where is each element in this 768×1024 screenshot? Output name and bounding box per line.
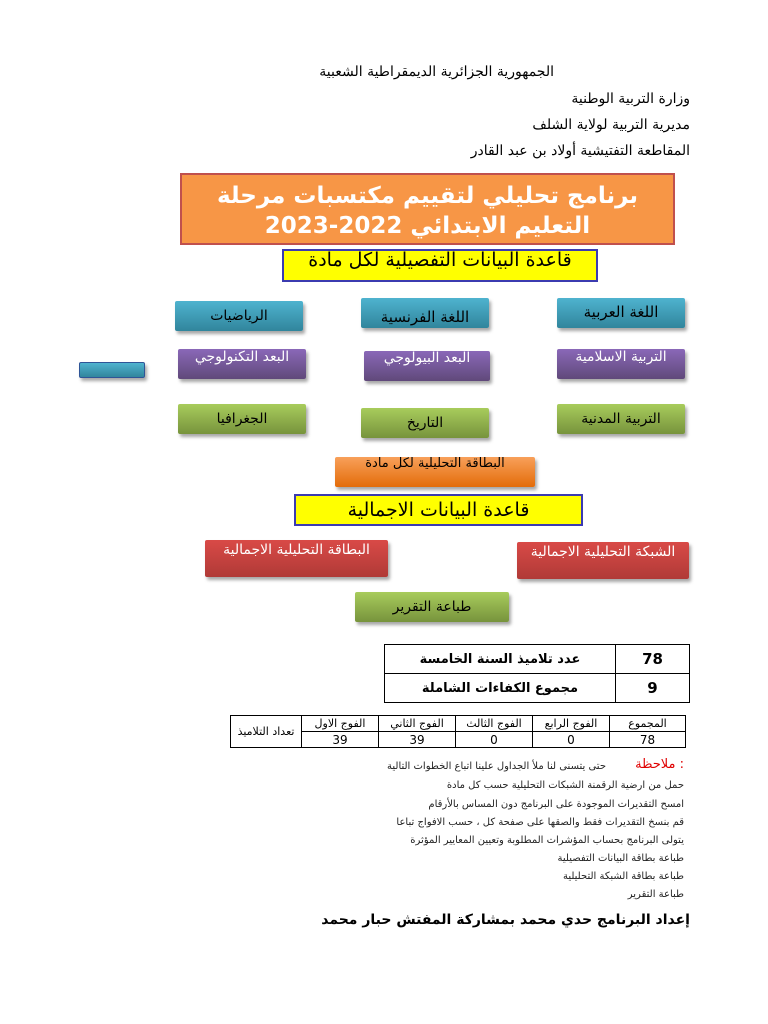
group-header: المجموع bbox=[610, 716, 686, 732]
subject-civic-label: التربية المدنية bbox=[581, 411, 661, 427]
table-row bbox=[385, 645, 690, 674]
groups-table bbox=[230, 715, 686, 748]
subject-math-button[interactable] bbox=[175, 301, 303, 331]
side-blue-button[interactable] bbox=[79, 362, 145, 378]
header-ministry: وزارة التربية الوطنية bbox=[571, 91, 690, 107]
subject-tech-label: البعد التكنولوجي bbox=[194, 349, 290, 365]
detail-database-button[interactable] bbox=[282, 249, 598, 282]
analysis-card-button[interactable] bbox=[335, 457, 535, 487]
header-republic: الجمهورية الجزائرية الديمقراطية الشعبية bbox=[319, 64, 554, 80]
competencies-value: 9 bbox=[616, 674, 690, 703]
detail-database-label: قاعدة البيانات التفصيلية لكل مادة bbox=[308, 249, 572, 271]
subject-arabic-button[interactable] bbox=[557, 298, 685, 328]
group-value: 78 bbox=[610, 732, 686, 748]
subject-geo-button[interactable] bbox=[178, 404, 306, 434]
note-step: يتولى البرنامج بحساب المؤشرات المطلوبة وتعيين المعايير المؤثرة bbox=[410, 835, 684, 846]
global-grid-label: الشبكة التحليلية الاجمالية bbox=[530, 544, 676, 560]
subject-french-button[interactable] bbox=[361, 298, 489, 328]
group-value: 0 bbox=[533, 732, 610, 748]
group-value: 39 bbox=[302, 732, 379, 748]
global-card-button[interactable] bbox=[205, 540, 388, 577]
header-district: المقاطعة التفتيشية أولاد بن عبد القادر bbox=[470, 143, 690, 159]
print-report-label: طباعة التقرير bbox=[392, 599, 472, 615]
subject-bio-label: البعد البيولوجي bbox=[383, 350, 471, 366]
subject-bio-button[interactable] bbox=[364, 351, 490, 381]
global-database-button[interactable] bbox=[294, 494, 583, 526]
students-value: 78 bbox=[616, 645, 690, 674]
note-step: طباعة بطاقة الشبكة التحليلية bbox=[562, 871, 684, 882]
subject-geo-label: الجغرافيا bbox=[216, 411, 268, 427]
note-step: امسح التقديرات الموجودة على البرنامج دون المساس بالأرقام bbox=[428, 799, 684, 810]
notes-title: : ملاحظة bbox=[635, 757, 684, 772]
group-value: 0 bbox=[456, 732, 533, 748]
subject-islamic-button[interactable] bbox=[557, 349, 685, 379]
subject-arabic-label: اللغة العربية bbox=[583, 303, 659, 321]
notes-intro: حتى يتسنى لنا ملأ الجداول علينا اتباع الخطوات التالية bbox=[387, 761, 606, 772]
subject-math-label: الرياضيات bbox=[210, 308, 268, 324]
global-card-label: البطاقة التحليلية الاجمالية bbox=[223, 542, 370, 558]
group-header: الفوج الرابع bbox=[533, 716, 610, 732]
subject-tech-button[interactable] bbox=[178, 349, 306, 379]
print-report-button[interactable] bbox=[355, 592, 509, 622]
note-step: قم بنسخ التقديرات فقط والصقها على صفحة كل ، حسب الافواج تباعا bbox=[396, 817, 684, 828]
subject-history-label: التاريخ bbox=[406, 415, 444, 431]
table-row bbox=[385, 674, 690, 703]
competencies-label: مجموع الكفاءات الشاملة bbox=[385, 674, 616, 703]
table-row bbox=[231, 716, 686, 732]
banner-line-2: التعليم الابتدائي 2022-2023 bbox=[264, 213, 591, 239]
subject-islamic-label: التربية الاسلامية bbox=[575, 349, 667, 365]
group-header: الفوج الثاني bbox=[379, 716, 456, 732]
analysis-card-label: البطاقة التحليلية لكل مادة bbox=[365, 456, 505, 471]
banner-line-1: برنامج تحليلي لتقييم مكتسبات مرحلة bbox=[216, 183, 639, 209]
groups-row-label: تعداد التلاميذ bbox=[231, 716, 302, 748]
group-header: الفوج الاول bbox=[302, 716, 379, 732]
subject-civic-button[interactable] bbox=[557, 404, 685, 434]
program-title-banner bbox=[180, 173, 675, 245]
students-label: عدد تلاميذ السنة الخامسة bbox=[385, 645, 616, 674]
summary-table bbox=[384, 644, 690, 703]
footer-credits: إعداد البرنامج حدي محمد بمشاركة المفتش حبار محمد bbox=[321, 912, 690, 928]
note-step: طباعة بطاقة البيانات التفصيلية bbox=[557, 853, 684, 864]
global-grid-button[interactable] bbox=[517, 542, 689, 579]
note-step: حمل من ارضية الرقمنة الشبكات التحليلية حسب كل مادة bbox=[446, 780, 684, 791]
global-database-label: قاعدة البيانات الاجمالية bbox=[347, 499, 530, 521]
subject-french-label: اللغة الفرنسية bbox=[380, 308, 470, 326]
header-directorate: مديرية التربية لولاية الشلف bbox=[532, 117, 690, 133]
note-step: طباعة التقرير bbox=[627, 889, 684, 900]
group-value: 39 bbox=[379, 732, 456, 748]
group-header: الفوج الثالث bbox=[456, 716, 533, 732]
subject-history-button[interactable] bbox=[361, 408, 489, 438]
